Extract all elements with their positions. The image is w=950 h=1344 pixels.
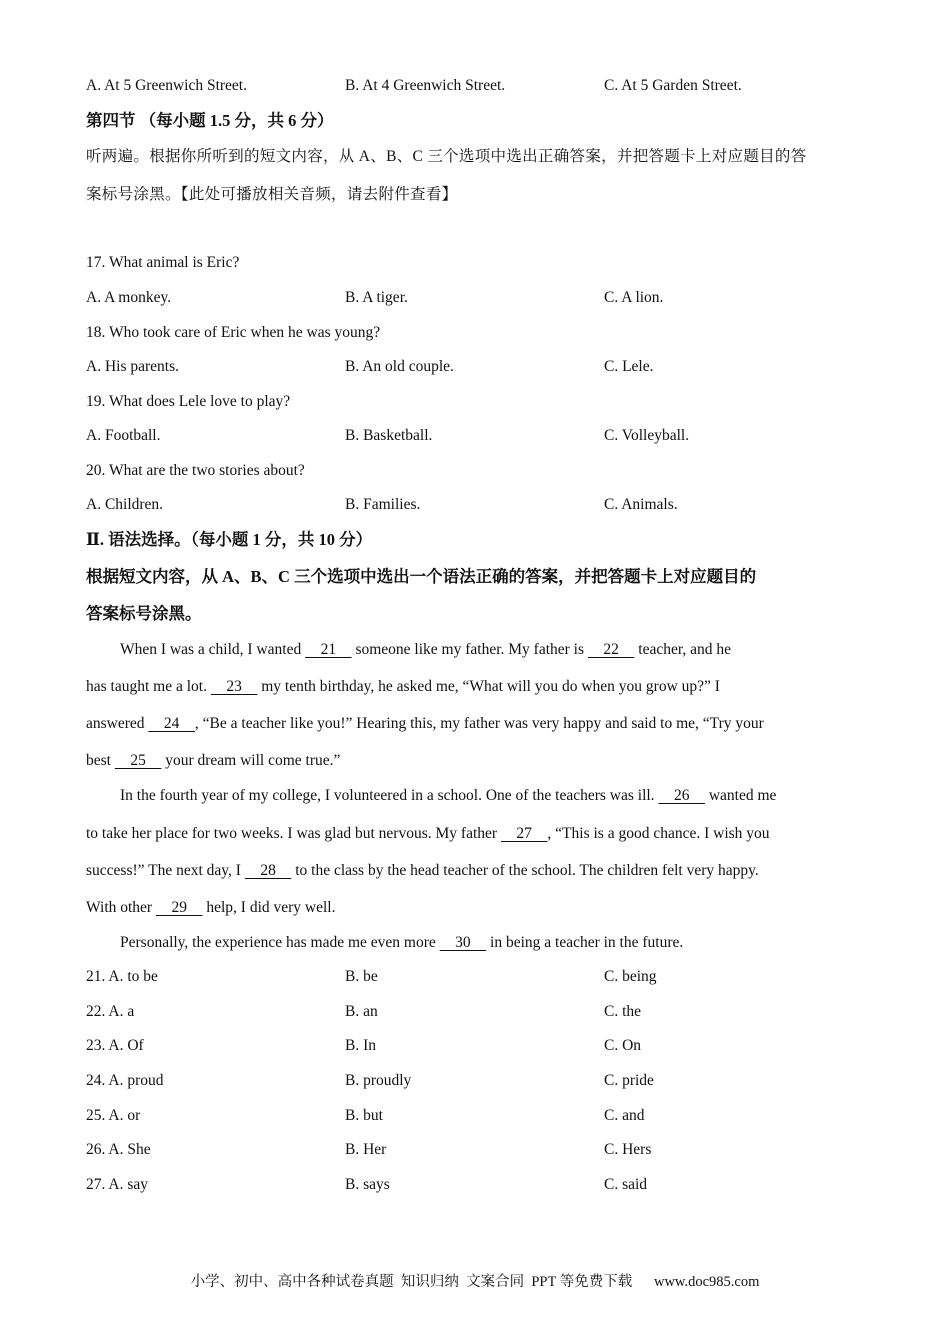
passage-line: [86, 714, 866, 734]
prev-option-a: A. At 5 Greenwich Street.: [86, 77, 247, 94]
passage-text: to take her place for two weeks. I was glad but nervous. My father: [86, 825, 501, 842]
q19-option-a: A. Football.: [86, 427, 161, 444]
blank-25: 25: [114, 752, 162, 769]
passage-line: [86, 933, 900, 953]
passage-line: [86, 786, 900, 806]
passage-line: [86, 824, 866, 844]
question-19: 19. What does Lele love to play?: [86, 393, 291, 410]
q26-option-b: B. Her: [345, 1141, 387, 1158]
q24-option-a: 24. A. proud: [86, 1072, 164, 1089]
passage-text: In the fourth year of my college, I volunteered in a school. One of the teachers was ill.: [120, 787, 659, 804]
passage-line: [86, 677, 866, 697]
q18-option-c: C. Lele.: [604, 358, 654, 375]
passage-text: answered: [86, 715, 149, 732]
q25-option-b: B. but: [345, 1107, 383, 1124]
q22-option-c: C. the: [604, 1003, 642, 1020]
q22-option-a: 22. A. a: [86, 1003, 135, 1020]
prev-option-b: B. At 4 Greenwich Street.: [345, 77, 506, 94]
question-17: 17. What animal is Eric?: [86, 254, 240, 271]
passage-text: best: [86, 752, 115, 769]
q20-option-b: B. Families.: [345, 496, 421, 513]
q17-option-b: B. A tiger.: [345, 289, 408, 306]
q21-option-b: B. be: [345, 968, 378, 985]
q17-option-a: A. A monkey.: [86, 289, 172, 306]
q18-option-b: B. An old couple.: [345, 358, 454, 375]
passage-text: has taught me a lot.: [86, 678, 211, 695]
q21-option-a: 21. A. to be: [86, 968, 158, 985]
q24-option-c: C. pride: [604, 1072, 654, 1089]
passage-text: , “This is a good chance. I wish you: [547, 825, 770, 842]
blank-27: 27: [500, 825, 548, 842]
passage-text: Personally, the experience has made me even more: [120, 934, 440, 951]
q18-option-a: A. His parents.: [86, 358, 179, 375]
prev-option-c: C. At 5 Garden Street.: [604, 77, 742, 94]
blank-28: 28: [244, 862, 292, 879]
blank-23: 23: [210, 678, 258, 695]
blank-26: 26: [658, 787, 705, 804]
question-18: 18. Who took care of Eric when he was young?: [86, 324, 381, 341]
q27-option-a: 27. A. say: [86, 1176, 148, 1193]
passage-line: [86, 640, 900, 660]
passage-text: my tenth birthday, he asked me, “What will you do when you grow up?” I: [257, 678, 720, 695]
q20-option-a: A. Children.: [86, 496, 164, 513]
q19-option-c: C. Volleyball.: [604, 427, 690, 444]
section4-heading: 第四节 （每小题 1.5 分，共 6 分）: [86, 111, 334, 130]
q25-option-c: C. and: [604, 1107, 645, 1124]
q23-option-b: B. In: [345, 1037, 376, 1054]
passage-text: teacher, and he: [634, 641, 732, 658]
q25-option-a: 25. A. or: [86, 1107, 141, 1124]
passage-text: With other: [86, 899, 156, 916]
q27-option-c: C. said: [604, 1176, 648, 1193]
q21-option-c: C. being: [604, 968, 657, 985]
q23-option-c: C. On: [604, 1037, 642, 1054]
passage-text: success!” The next day, I: [86, 862, 245, 879]
q20-option-c: C. Animals.: [604, 496, 678, 513]
part2-instruction-2: 答案标号涂黑。: [86, 604, 202, 623]
q26-option-a: 26. A. She: [86, 1141, 151, 1158]
q26-option-c: C. Hers: [604, 1141, 652, 1158]
q23-option-a: 23. A. Of: [86, 1037, 144, 1054]
part2-heading: Ⅱ. 语法选择。（每小题 1 分，共 10 分）: [86, 530, 373, 549]
blank-29: 29: [155, 899, 203, 916]
section4-instruction-1: 听两遍。根据你所听到的短文内容，从 A、B、C 三个选项中选出正确答案，并把答题卡上对应题目的答: [86, 148, 807, 165]
passage-text: When I was a child, I wanted: [120, 641, 306, 658]
q24-option-b: B. proudly: [345, 1072, 412, 1089]
question-20: 20. What are the two stories about?: [86, 462, 305, 479]
blank-24: 24: [148, 715, 195, 732]
passage-text: , “Be a teacher like you!” Hearing this, my father was very happy and said to me, “Try your: [194, 715, 764, 732]
passage-text: help, I did very well.: [202, 899, 336, 916]
q17-option-c: C. A lion.: [604, 289, 664, 306]
blank-30: 30: [439, 934, 487, 951]
part2-instruction-1: 根据短文内容，从 A、B、C 三个选项中选出一个语法正确的答案，并把答题卡上对应题目的: [86, 567, 757, 586]
q19-option-b: B. Basketball.: [345, 427, 433, 444]
passage-text: your dream will come true.”: [161, 752, 341, 769]
page-footer: 小学、初中、高中各种试卷真题 知识归纳 文案合同 PPT 等免费下载 www.doc985.com: [190, 1274, 760, 1290]
passage-line: [86, 898, 866, 918]
q22-option-b: B. an: [345, 1003, 378, 1020]
passage-text: in being a teacher in the future.: [486, 934, 684, 951]
passage-line: [86, 861, 866, 881]
q27-option-b: B. says: [345, 1176, 390, 1193]
passage-text: wanted me: [704, 787, 777, 804]
passage-text: to the class by the head teacher of the school. The children felt very happy.: [291, 862, 759, 879]
blank-21: 21: [305, 641, 352, 658]
section4-instruction-2: 案标号涂黑。【此处可播放相关音频，请去附件查看】: [86, 186, 458, 203]
passage-line: [86, 751, 866, 771]
passage-text: someone like my father. My father is: [351, 641, 588, 658]
blank-22: 22: [587, 641, 635, 658]
